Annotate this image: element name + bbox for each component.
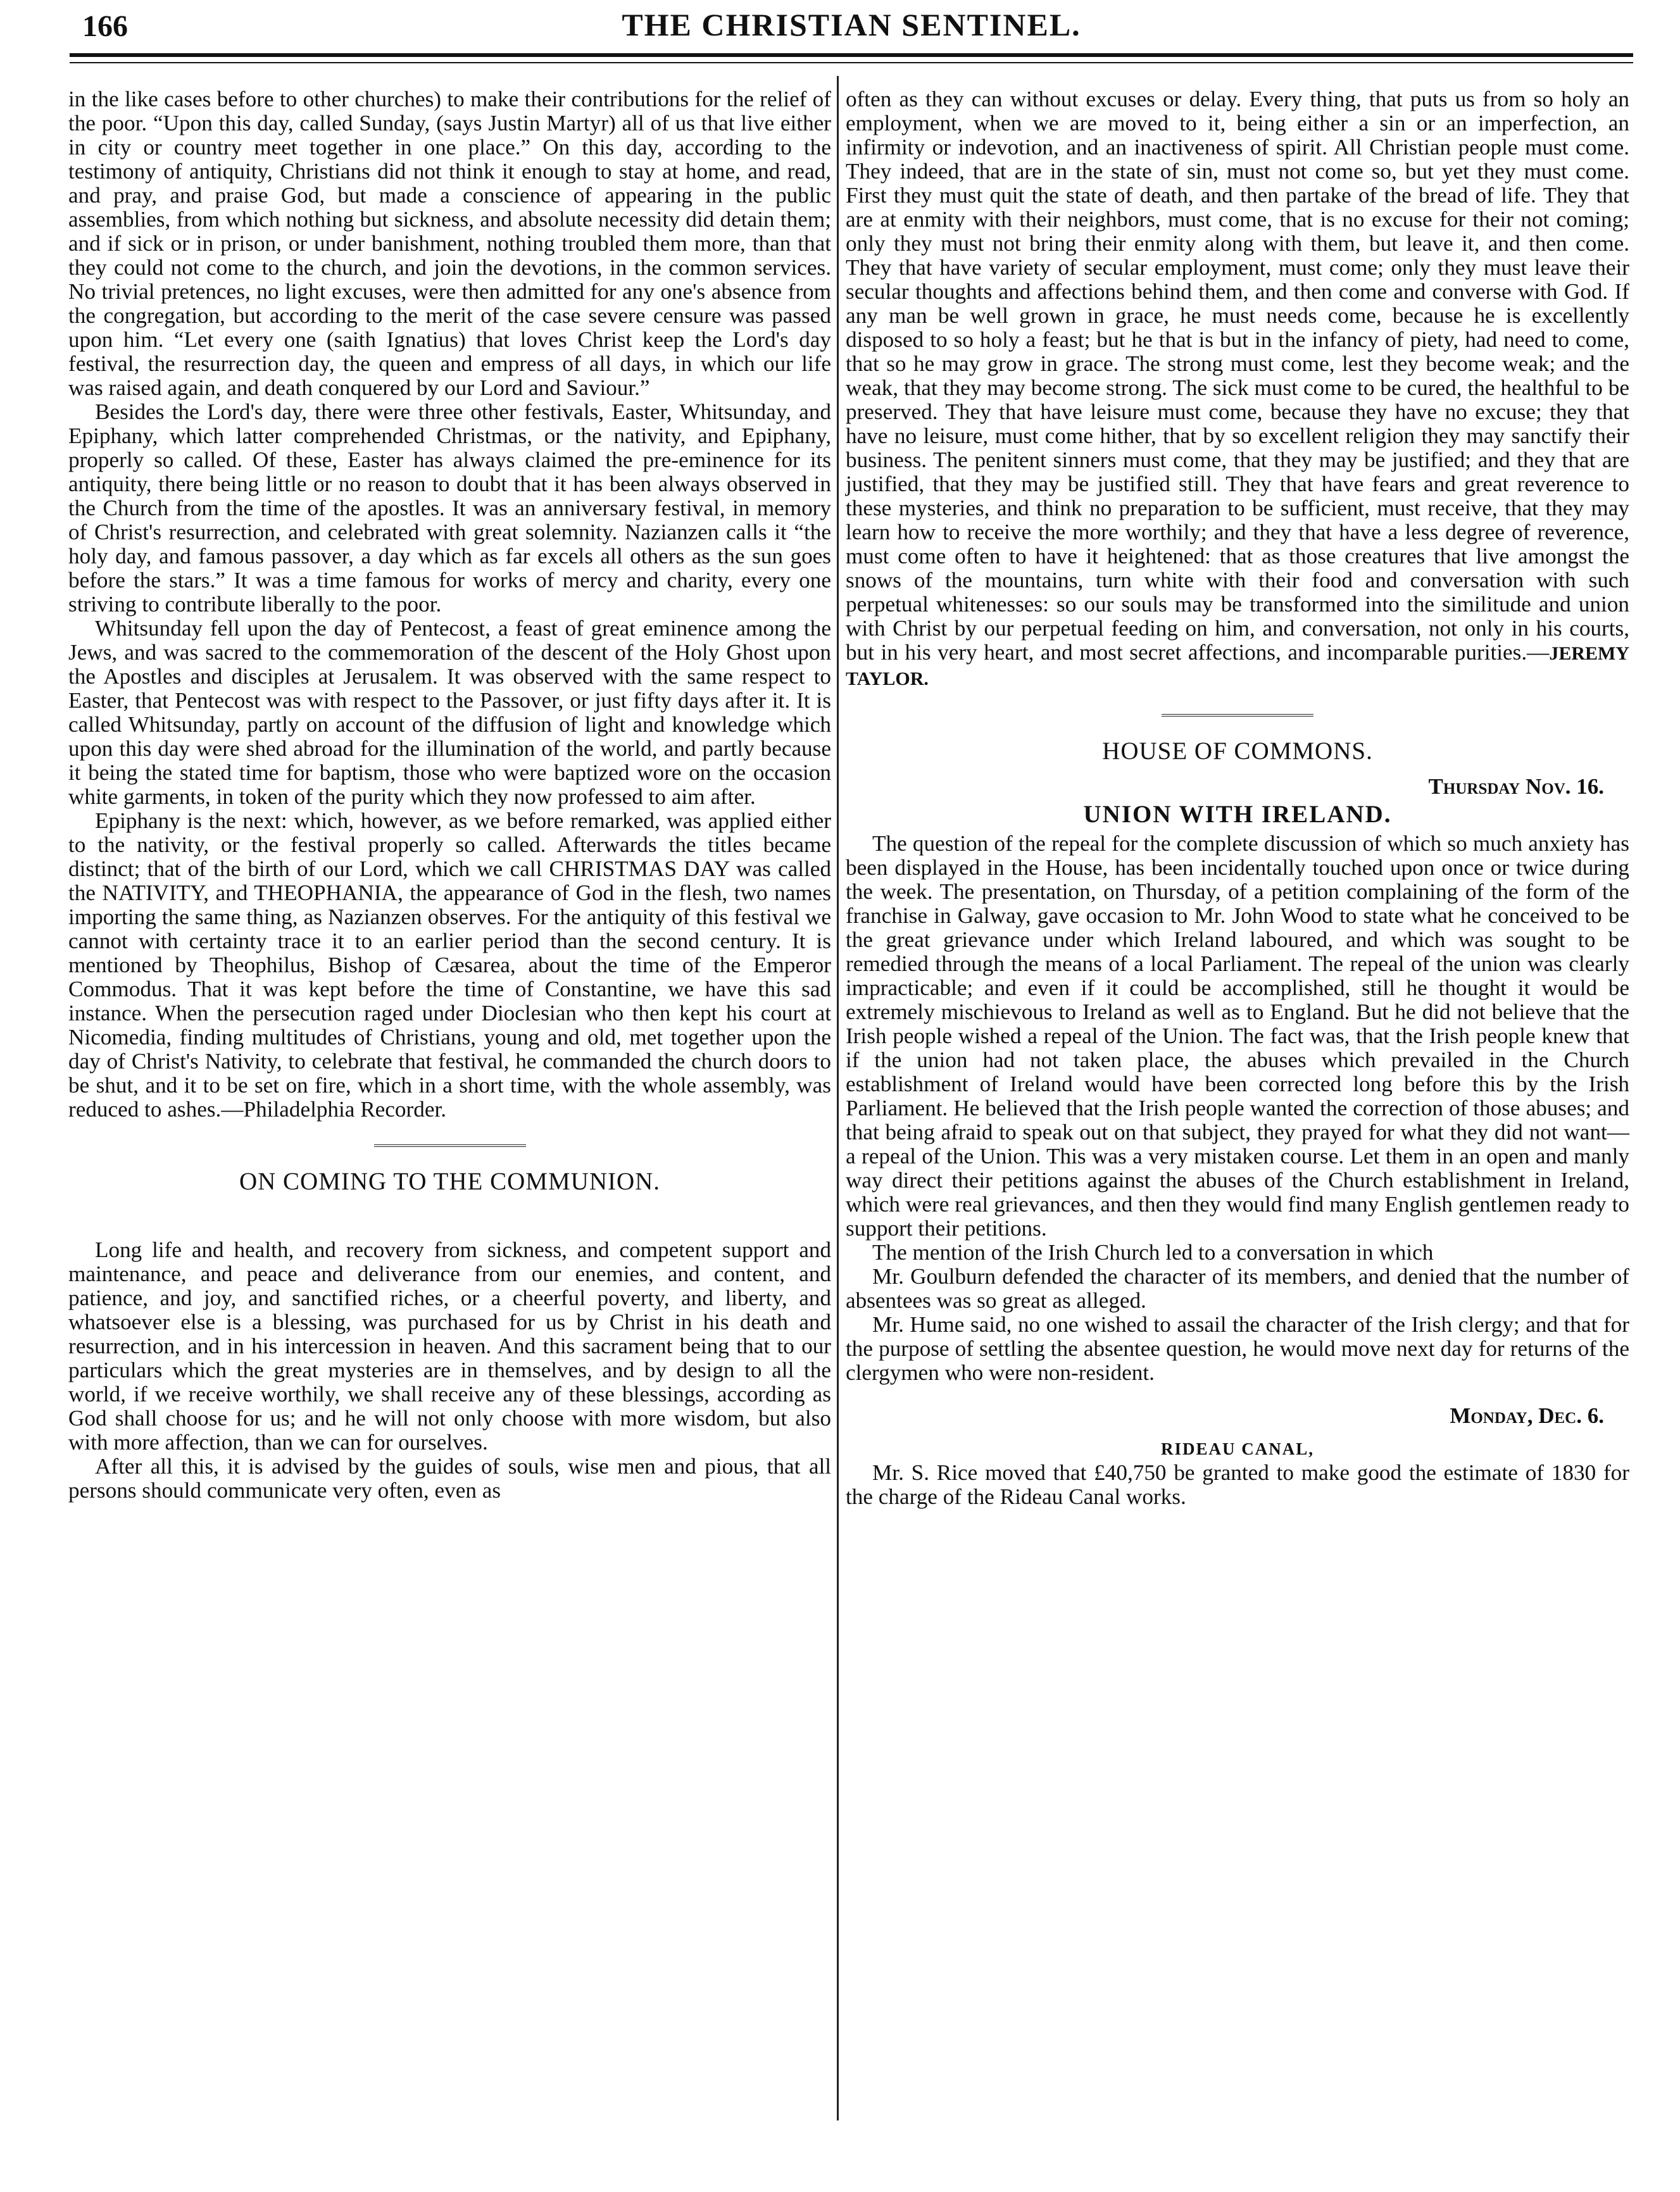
section-separator xyxy=(374,1144,526,1147)
rideau-canal-heading: RIDEAU CANAL, xyxy=(1160,1439,1314,1458)
communion-section-title: ON COMING TO THE COMMUNION. xyxy=(239,1168,661,1195)
article-paragraph: Besides the Lord's day, there were three other festivals, Easter, Whitsunday, and Epiphany, which latter comprehended Christmas, or the nativity, and Epiphany, properly so called. Of these, Easter has always claimed the pre-eminence for its antiquity, there being little or no reason to doubt that it has been always observed in the Church from the time of the apostles. It was an anniversary festival, in memory of Christ's resurrection, and celebrated with great solemnity. Nazianzen calls it “the holy day, and famous passover, a day which as far excels all others as the sun goes before the stars.” It was a time famous for works of mercy and charity, every one striving to contribute liberally to the poor. xyxy=(68,399,831,617)
communion-continued-text: often as they can without excuses or delay. Every thing, that puts us from so holy an employment, when we are moved to it, being either a sin or an imperfection, an infirmity or indevotion, and an inactiveness of spirit. All Christian people must come. They indeed, that are in the state of sin, must not come so, but yet they must come. First they must quit the state of death, and then partake of the bread of life. They that are at enmity with their neighbors, must come, that is no excuse for their not coming; only they must not bring their enmity along with them, but leave it, and then come. They that have variety of secular employment, must come; only they must leave their secular thoughts and affections behind them, and then come and converse with God. If any man be well grown in grace, he must needs come, because he is excellently disposed to so holy a feast; but he that is but in the infancy of piety, had need to come, that so he may grow in grace. The strong must come, lest they become weak; and the weak, that they may become strong. The sick must come to be cured, the healthful to be preserved. They that have leisure must come, because they have no excuse; they that have no leisure, must come hither, that by so excellent religion they may sanctify their business. The penitent sinners must come, that they may be justified; and they that are justified, that they may be justified still. They that have fears and great reverence to these mysteries, and think no preparation to be sufficient, must receive, that they may learn how to receive the more worthily; and they that have a less degree of reverence, must come often to have it heightened: that as those creatures that live amongst the snows of the mountains, turn white with their food and conversation with such perpetual whitenesses: so our souls may be transformed into the similitude and union with Christ by our perpetual feeding on him, and conversation, not only in his courts, but in his very heart, and most secret affections, and incomparable purities.— xyxy=(846,87,1629,665)
date-line: Monday, Dec. 6. xyxy=(1450,1403,1604,1428)
article-paragraph xyxy=(846,87,1629,691)
header-rule xyxy=(70,53,1633,57)
page-number: 166 xyxy=(82,9,128,43)
article-paragraph: The question of the repeal for the complete discussion of which so much anxiety has been displayed in the House, has been incidentally touched upon once or twice during the week. The presentation, on Thursday, of a petition complaining of the form of the franchise in Galway, gave occasion to Mr. John Wood to state what he conceived to be the great grievance under which Ireland laboured, and which was sought to be remedied through the means of a local Parliament. The repeal of the union was clearly impracticable; and even if it could be accomplished, still he thought it would be extremely mischievous to Ireland as well as to England. But he did not believe that the Irish people wished a repeal of the Union. The fact was, that the Irish people knew that if the union had not taken place, the abuses which prevailed in the Church establishment of Ireland would have been corrected long before this by the Irish Parliament. He believed that the Irish people wanted the correction of those abuses; and that being afraid to speak out on that subject, they prayed for what they did not want—a repeal of the Union. This was a very mistaken course. Let them in an open and manly way direct their petitions against the abuses of the Church establishment in Ireland, which were real grievances, and then they would find many English gentlemen ready to support their petitions. xyxy=(846,831,1629,1241)
right-column xyxy=(846,87,1629,2138)
article-paragraph: Mr. Hume said, no one wished to assail the character of the Irish clergy; and that for the purpose of settling the absentee question, he would move next day for returns of the clergymen who were non-resident. xyxy=(846,1312,1629,1385)
author-signature: JEREMY TAYLOR. xyxy=(846,643,1629,689)
header-rule-thin xyxy=(70,62,1633,63)
column-divider xyxy=(837,76,839,2120)
house-of-commons-title: HOUSE OF COMMONS. xyxy=(1102,737,1373,765)
article-paragraph: Long life and health, and recovery from sickness, and competent support and maintenance, and peace and deliverance from our enemies, and content, and patience, and joy, and sanctified riches, or a cheerful poverty, and liberty, and whatsoever else is a blessing, was purchased for us by Christ in his death and resurrection, and in his intercession in heaven. And this sacrament being that to our particulars which the great mysteries are in themselves, and by design to all the world, if we receive worthily, we shall receive any of these blessings, according as God shall choose for us; and he will not only choose with more wisdom, but also with more affection, than we can for ourselves. xyxy=(68,1237,831,1455)
article-paragraph: Mr. Goulburn defended the character of its members, and denied that the number of absentees was so great as alleged. xyxy=(846,1264,1629,1313)
article-paragraph: The mention of the Irish Church led to a conversation in which xyxy=(872,1240,1434,1265)
section-separator xyxy=(1162,714,1313,717)
left-column xyxy=(68,87,831,2138)
page-header xyxy=(70,5,1633,49)
article-paragraph: in the like cases before to other churches) to make their contributions for the relief of the poor. “Upon this day, called Sunday, (says Justin Martyr) all of us that live either in city or country meet together in one place.” On this day, according to the testimony of antiquity, Christians did not think it enough to stay at home, and read, and pray, and praise God, but made a conscience of appearing in the public assemblies, from which nothing but sickness, and absolute necessity did detain them; and if sick or in prison, or under banishment, nothing troubled them more, than that they could not come to the church, and join the devotions, in the common services. No trivial pretences, no light excuses, were then admitted for any one's absence from the congregation, but according to the merit of the case severe censure was passed upon him. “Let every one (saith Ignatius) that loves Christ keep the Lord's day festival, the resurrection day, the queen and empress of all days, in which our life was raised again, and death conquered by our Lord and Saviour.” xyxy=(68,87,831,400)
date-line: Thursday Nov. 16. xyxy=(1428,774,1604,799)
article-paragraph: Whitsunday fell upon the day of Pentecost, a feast of great eminence among the Jews, and was sacred to the commemoration of the descent of the Holy Ghost upon the Apostles and disciples at Jerusalem. It was observed with the same respect to Easter, that Pentecost was with respect to the Passover, or just fifty days after it. It is called Whitsunday, partly on account of the diffusion of light and knowledge which upon this day were shed abroad for the illumination of the world, and partly because it being the stated time for baptism, those who were baptized wore on the occasion white garments, in token of the purity which they now professed to aim after. xyxy=(68,616,831,809)
article-paragraph: Epiphany is the next: which, however, as we before remarked, was applied either to the nativity, or the festival properly so called. Afterwards the titles became distinct; that of the birth of our Lord, which we call CHRISTMAS DAY was called the NATIVITY, and THEOPHANIA, the appearance of God in the flesh, two names importing the same thing, as Nazianzen observes. For the antiquity of this festival we cannot with certainty trace it to an earlier period than the second century. It is mentioned by Theophilus, Bishop of Cæsarea, about the time of the Emperor Commodus. That it was kept before the time of Constantine, we have this sad instance. When the persecution raged under Dioclesian who then kept his court at Nicomedia, finding multitudes of Christians, young and old, met together upon the day of Christ's Nativity, to celebrate that festival, he commanded the church doors to be shut, and it to be set on fire, which in a short time, with the whole assembly, was reduced to ashes.—Philadelphia Recorder. xyxy=(68,808,831,1122)
article-paragraph: Mr. S. Rice moved that £40,750 be granted to make good the estimate of 1830 for the charge of the Rideau Canal works. xyxy=(846,1460,1629,1509)
union-subtitle: UNION WITH IRELAND. xyxy=(1083,801,1392,828)
newspaper-title: THE CHRISTIAN SENTINEL. xyxy=(622,7,1081,42)
article-paragraph: After all this, it is advised by the guides of souls, wise men and pious, that all persons should communicate very often, even as xyxy=(68,1454,831,1503)
